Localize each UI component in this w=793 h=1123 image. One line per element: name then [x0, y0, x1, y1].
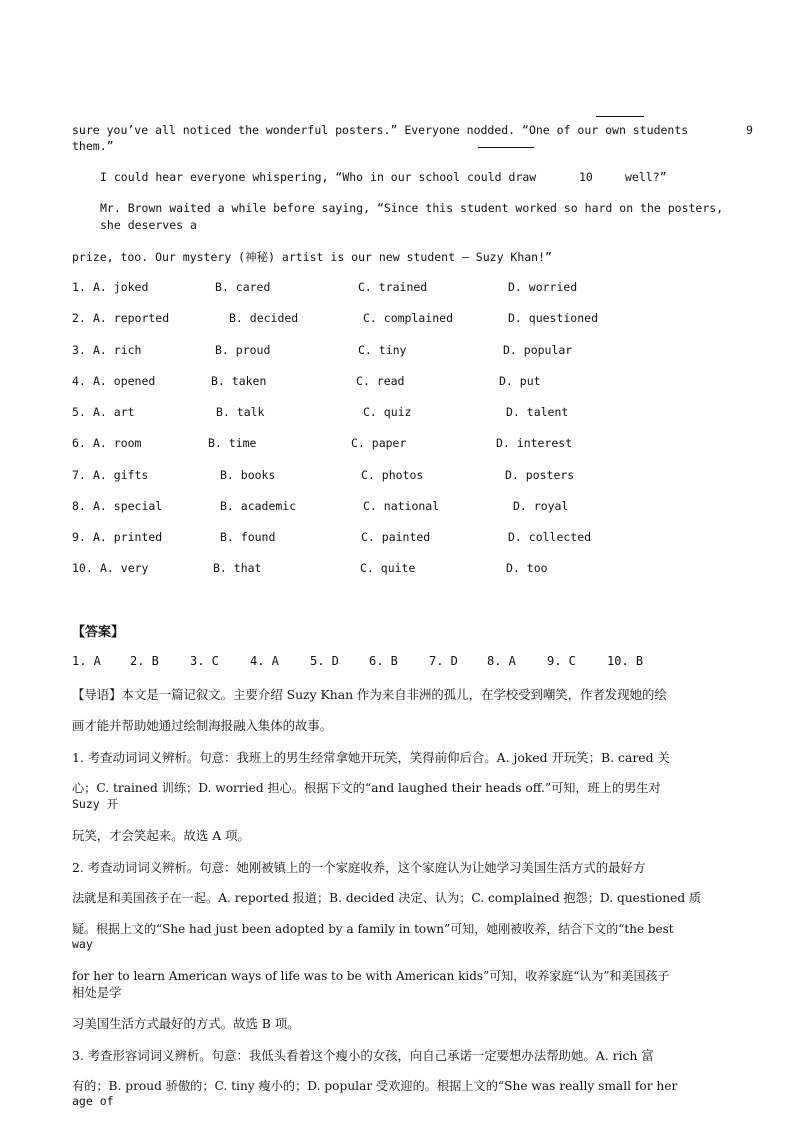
guide-line: 【导语】本文是一篇记叙文。主要介绍 Suzy Khan 作为来自非洲的孤儿，在学校受到嘲笑，作者发现她的绘 — [72, 687, 667, 702]
option-c: C. paper — [351, 436, 407, 450]
explanation-line: 2. 考查动词词义辨析。句意：她刚被镇上的一个家庭收养，这个家庭认为让她学习美国生活方式的最好方 — [72, 860, 646, 875]
option-c: C. complained — [363, 311, 454, 325]
option-d: D. posters — [505, 468, 575, 482]
guide-line: 画才能并帮助她通过绘制海报融入集体的故事。 — [72, 718, 333, 733]
option-d: D. collected — [508, 530, 592, 544]
passage-text: them.” — [72, 139, 114, 153]
question-number: 9. — [72, 530, 86, 544]
answer-item: 1. A — [72, 654, 101, 668]
answer-item: 6. B — [369, 654, 398, 668]
option-a: A. opened — [93, 374, 156, 388]
option-d: D. interest — [496, 436, 573, 450]
explanation-line: 有的；B. proud 骄傲的；C. tiny 瘦小的；D. popular 受欢迎的。根据上文的“She was really small for her — [72, 1079, 678, 1093]
option-c: C. painted — [361, 530, 431, 544]
option-d: D. talent — [506, 405, 569, 419]
blank-number — [746, 123, 753, 137]
passage-text: I could hear everyone whispering, “Who in our school could draw — [100, 170, 537, 184]
passage-text: Mr. Brown waited a while before saying, “Since this student worked so hard on the posters, — [100, 201, 724, 215]
explanation-line: 玩笑，才会笑起来。故选 A 项。 — [72, 828, 250, 843]
passage-text: sure you’ve all noticed the wonderful posters.” Everyone nodded. “One of our own students — [72, 123, 689, 137]
question-number: 6. — [72, 436, 86, 450]
option-d: D. questioned — [508, 311, 599, 325]
passage-line — [72, 249, 552, 265]
answer-item: 2. B — [130, 654, 159, 668]
explanation-line: 1. 考查动词词义辨析。句意：我班上的男生经常拿她开玩笑，笑得前仰后合。A. joked 开玩笑；B. cared 关 — [72, 750, 670, 765]
option-a: A. rich — [93, 343, 142, 357]
passage-text: well?” — [625, 170, 667, 184]
option-b: B. decided — [229, 311, 299, 325]
explanation-line: 习美国生活方式最好的方式。故选 B 项。 — [72, 1016, 300, 1031]
question-number: 2. — [72, 311, 86, 325]
option-a: A. room — [93, 436, 142, 450]
explanation-line: 3. 考查形容词词义辨析。句意：我低头看着这个瘦小的女孩，向自己承诺一定要想办法帮助她。A. rich 富 — [72, 1048, 654, 1063]
explanation-line: 相处是学 — [72, 985, 122, 1000]
option-a: A. very — [100, 561, 149, 575]
option-b: B. taken — [211, 374, 267, 388]
option-d: D. popular — [503, 343, 573, 357]
option-c: C. national — [363, 499, 440, 513]
blank-9: 9 — [746, 123, 753, 137]
passage-line — [100, 170, 536, 184]
passage-line — [72, 139, 114, 153]
explanation-line: way — [72, 937, 93, 951]
answer-item: 9. C — [547, 654, 576, 668]
option-a: A. gifts — [93, 468, 149, 482]
option-d: D. put — [499, 374, 541, 388]
option-a: A. printed — [93, 530, 163, 544]
option-c: C. photos — [361, 468, 424, 482]
option-c: C. quiz — [363, 405, 412, 419]
answer-heading: 【答案】 — [72, 625, 125, 640]
question-number: 3. — [72, 343, 86, 357]
option-c: C. trained — [358, 280, 428, 294]
option-b: B. talk — [216, 405, 265, 419]
option-a: A. special — [93, 499, 163, 513]
option-b: B. cared — [215, 280, 271, 294]
option-c: C. quite — [360, 561, 416, 575]
option-a: A. art — [93, 405, 135, 419]
question-number: 7. — [72, 468, 86, 482]
option-d: D. royal — [513, 499, 569, 513]
answer-item: 5. D — [310, 654, 339, 668]
option-b: B. academic — [220, 499, 297, 513]
blank-underline-8 — [596, 116, 644, 117]
answer-item: 4. A — [250, 654, 279, 668]
answer-item: 7. D — [429, 654, 458, 668]
question-number: 5. — [72, 405, 86, 419]
answer-item: 3. C — [190, 654, 219, 668]
passage-line — [625, 170, 667, 184]
option-c: C. read — [356, 374, 405, 388]
passage-text: prize, too. Our mystery (神秘) artist is our new student — Suzy Khan!” — [72, 250, 552, 264]
option-d: D. too — [506, 561, 548, 575]
option-b: B. that — [213, 561, 262, 575]
blank-10: 10 — [579, 170, 593, 184]
option-b: B. books — [220, 468, 276, 482]
option-d: D. worried — [508, 280, 578, 294]
explanation-line: for her to learn American ways of life was to be with American kids”可知，收养家庭“认为”和美国孩子 — [72, 969, 670, 983]
option-a: A. joked — [93, 280, 149, 294]
option-b: B. found — [220, 530, 276, 544]
question-number: 1. — [72, 280, 86, 294]
explanation-line: 法就是和美国孩子在一起。A. reported 报道；B. decided 决定、认为；C. complained 抱怨；D. questioned 质 — [72, 891, 702, 905]
option-b: B. time — [208, 436, 257, 450]
passage-line — [100, 201, 723, 215]
passage-text: she deserves a — [100, 218, 197, 232]
blank-number — [579, 170, 593, 184]
explanation-line: Suzy 开 — [72, 797, 119, 811]
answer-item: 10. B — [607, 654, 644, 668]
option-a: A. reported — [93, 311, 170, 325]
passage-line — [100, 218, 197, 232]
option-c: C. tiny — [358, 343, 407, 357]
question-number: 10. — [72, 561, 93, 575]
explanation-line: 疑。根据上文的“She had just been adopted by a family in town”可知，她刚被收养，结合下文的“the best — [72, 922, 674, 936]
option-b: B. proud — [215, 343, 271, 357]
passage-line — [72, 123, 688, 137]
explanation-line: age of — [72, 1094, 114, 1108]
question-number: 8. — [72, 499, 86, 513]
answer-item: 8. A — [487, 654, 516, 668]
explanation-line: 心；C. trained 训练；D. worried 担心。根据下文的“and laughed their heads off.”可知，班上的男生对 — [72, 781, 661, 795]
blank-underline-9 — [478, 147, 534, 148]
question-number: 4. — [72, 374, 86, 388]
